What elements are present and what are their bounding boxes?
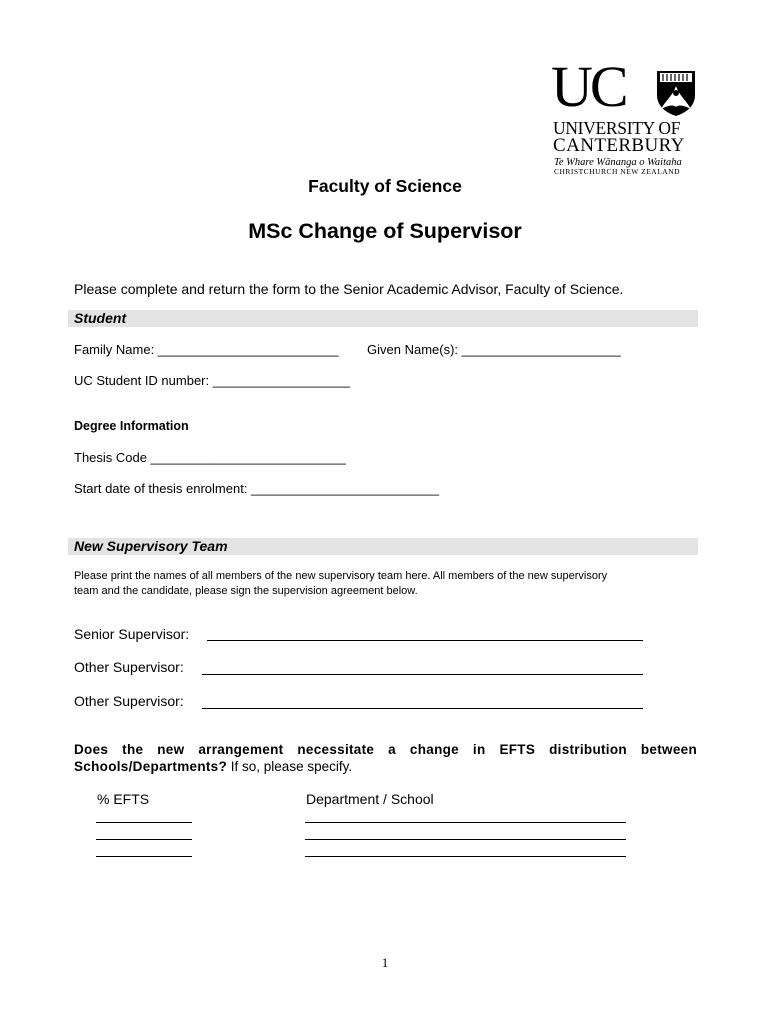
family-name-field[interactable]: Family Name: _________________________	[74, 342, 339, 357]
other-supervisor-2-input-line[interactable]	[202, 708, 643, 709]
form-instructions: Please complete and return the form to the Senior Academic Advisor, Faculty of Science.	[74, 281, 624, 297]
degree-section-title: Degree Information	[74, 419, 189, 433]
student-section-bar	[68, 310, 698, 327]
student-section-title: Student	[74, 310, 127, 326]
form-title: MSc Change of Supervisor	[248, 219, 522, 243]
start-date-field[interactable]: Start date of thesis enrolment: __________________________	[74, 481, 440, 496]
team-section-title: New Supervisory Team	[74, 538, 228, 554]
logo-maori-name: Te Whare Wānanga o Waitaha	[554, 157, 682, 168]
thesis-code-field[interactable]: Thesis Code ___________________________	[74, 450, 346, 465]
student-id-field[interactable]: UC Student ID number: ___________________	[74, 373, 351, 388]
team-section-bar	[68, 538, 698, 555]
department-row-1-input-line[interactable]	[305, 822, 626, 823]
logo-location: CHRISTCHURCH NEW ZEALAND	[554, 167, 681, 176]
logo-university-of: UNIVERSITY OF	[553, 118, 681, 138]
logo-canterbury: CANTERBURY	[553, 135, 685, 156]
other-supervisor-1-input-line[interactable]	[202, 674, 643, 675]
given-name-field[interactable]: Given Name(s): ______________________	[367, 342, 621, 357]
efts-question-rest: If so, please specify.	[227, 759, 353, 774]
senior-supervisor-label: Senior Supervisor:	[74, 626, 190, 642]
other-supervisor-2-label: Other Supervisor:	[74, 693, 184, 709]
efts-row-1-input-line[interactable]	[96, 822, 192, 823]
efts-row-2-input-line[interactable]	[96, 839, 192, 840]
department-row-3-input-line[interactable]	[305, 856, 626, 857]
efts-row-3-input-line[interactable]	[96, 856, 192, 857]
efts-question	[74, 741, 697, 775]
other-supervisor-1-label: Other Supervisor:	[74, 659, 184, 675]
logo-uc: UC	[551, 54, 626, 119]
page-number: 1	[381, 955, 389, 970]
university-logo	[551, 54, 699, 176]
team-instructions	[74, 569, 704, 599]
team-instructions-line1: Please print the names of all members of the new supervisory team here. All members of the new supervisory	[74, 570, 608, 582]
team-instructions-line2: team and the candidate, please sign the supervision agreement below.	[74, 585, 418, 597]
senior-supervisor-input-line[interactable]	[207, 640, 643, 641]
university-crest-icon	[655, 69, 697, 117]
faculty-heading: Faculty of Science	[308, 176, 462, 196]
efts-column-header: % EFTS	[97, 791, 150, 807]
department-column-header: Department / School	[306, 791, 434, 807]
department-row-2-input-line[interactable]	[305, 839, 626, 840]
efts-question-bold: Does the new arrangement necessitate a change in EFTS distribution between Schools/Departments?	[74, 742, 697, 774]
